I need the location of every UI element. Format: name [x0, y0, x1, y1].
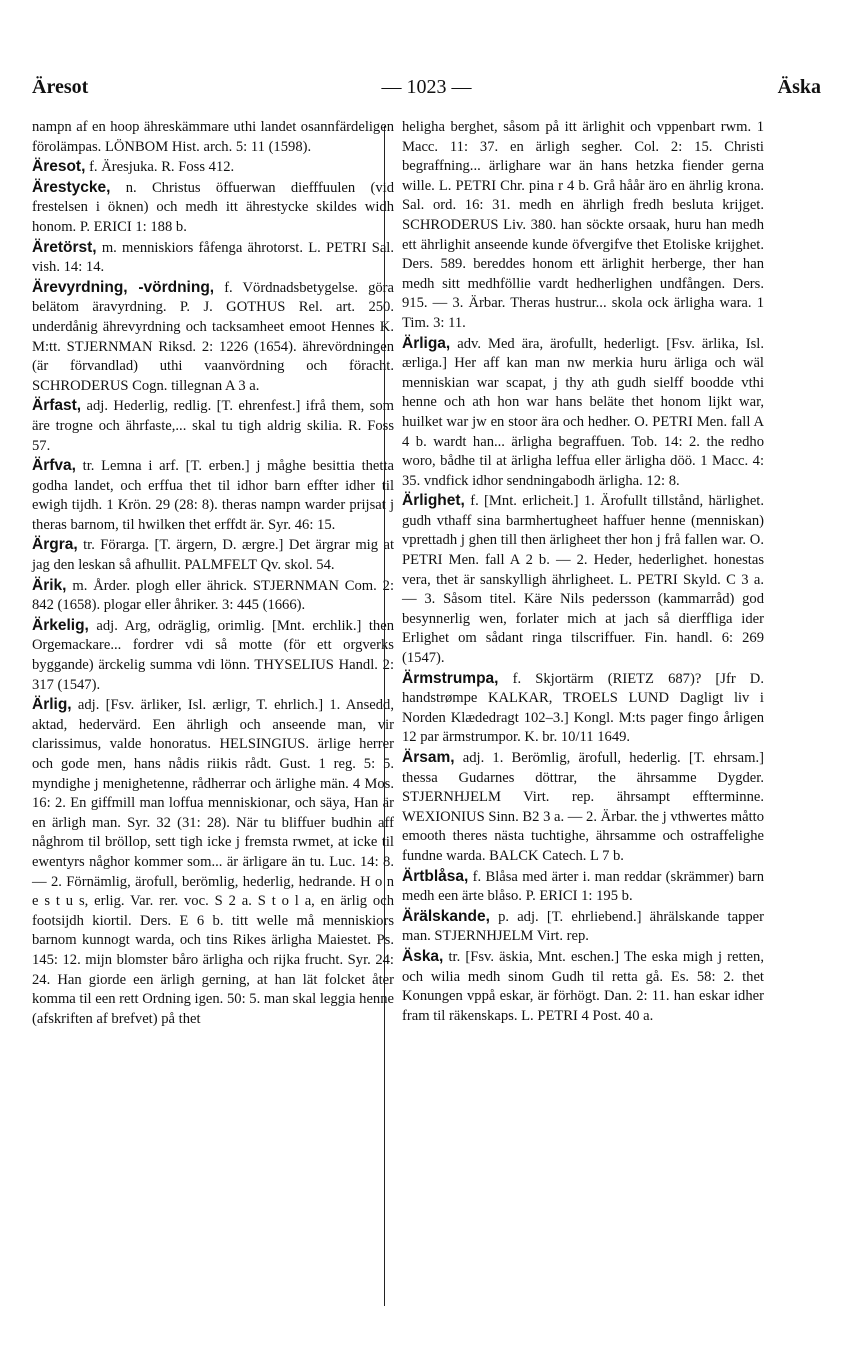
entry-text: heligha berghet, såsom på itt ärlighit och vppenbart rwm. 1 Macc. 11: 37. en ärligh segher. Col. 2: 15. Christi begraffning... ärlighare war än hans hetzka fiender gerna wille. L. PETRI Chr. pina r 4 b. Grå håår äro en ährlig krona. Sal. ord. 16: 31. medh en ährligh fredh besluta krijget. SCHRODERUS Liv. 380. han söckte orsaak, huru han medh ett ährlighit anseende kunde öfvergifve thet Etoliske krijghet. Ders. 589. bereddes honom ett ärlighit herberge, ther han medh sitt medhföllie vardt hedherlighen undfången. Ders. 915. — 3. Ärbar. Theras hustrur... skola ock ärligha wara. 1 Tim. 3: 11.	[402, 119, 764, 331]
headword: Ärliga,	[402, 334, 451, 352]
entry	[402, 334, 764, 492]
entry-text: f. Vördnadsbetygelse. göra belätom äravyrdning. P. J. GOTHUS Rel. art. 250. underdånig ährevyrdning och tacksamheet emoot Hennes K. M:tt. STJERNMAN Riksd. 2: 1226 (1654). ährevördningen (är förvandlad) uthi vaanvördning och föracht. SCHRODERUS Cogn. tillegnan A 3 a.	[32, 279, 394, 394]
entry-text: m. Årder. plogh eller ährick. STJERNMAN Com. 2: 842 (1658). plogar eller åhriker. 3: 445 (1666).	[32, 577, 394, 614]
entry	[32, 456, 394, 535]
entry	[402, 947, 764, 1026]
entry-text: m. menniskiors fåfenga ährotorst. L. PETRI Sal. vish. 14: 14.	[32, 239, 394, 276]
entry-text: f. [Mnt. erlicheit.] 1. Ärofullt tillstånd, härlighet. gudh vthaff sina barmhertugheet haffuer henne (menniskan) vprettadh j ghen till then ärligheet ther hon j frå fallen war. O. PETRI Men. fall A 2 b. — 2. Heder, hederlighet. honestas vera, thet är sanskylligh ährligheet. L. PETRI Skyld. C 3 a. — 3. Såsom titel. Käre Nils pedersson (kammarråd) god besynnerlig wen, forlater mich at jach så dierffliga ider Erlighet om sådant ringa tilscriffuer. Fin. handl. 6: 269 (1547).	[402, 493, 765, 667]
entry-text: f. Skjortärm (RIETZ 687)? [Jfr D. handstrømpe KALKAR, TROELS LUND Dagligt liv i Norden Klædedragt 102–3.] Kongl. M:ts pager fingo årligen 12 par ärmstrumpor. K. br. 10/11 1649.	[402, 670, 764, 746]
entry-text: n. Christus öffuerwan diefffuulen (vid frestelsen i öknen) och medh itt ährestycke skildes widh honom. P. ERICI 1: 188 b.	[32, 179, 394, 235]
entry	[32, 278, 394, 397]
entry	[32, 695, 394, 1029]
entry	[32, 535, 394, 575]
entry	[32, 178, 394, 238]
headword: Ärmstrumpa,	[402, 669, 499, 687]
headword: Ärälskande,	[402, 907, 490, 925]
headword: Äretörst,	[32, 238, 97, 256]
entry	[32, 118, 394, 157]
entry-text: f. Blåsa med ärter i. man reddar (skrämmer) barn medh een ärte blåso. P. ERICI 1: 195 b.	[402, 868, 764, 905]
entry-text: adj. Arg, odräglig, orimlig. [Mnt. erchlik.] then Orgemackare... fordrer vdi så motte (för ett orgverks byggande) ärckelig summa vdi lönn. THYSELIUS Handl. 2: 317 (1547).	[32, 617, 394, 693]
headword: Ärgra,	[32, 536, 78, 554]
entry	[32, 238, 394, 278]
header-right-guideword: Äska	[777, 76, 821, 98]
headword: Ärfast,	[32, 397, 82, 415]
entry	[402, 491, 764, 668]
entry-text: p. adj. [T. ehrliebend.] ährälskande tapper man. STJERNHJELM Virt. rep.	[402, 908, 764, 945]
headword: Äska,	[402, 947, 444, 965]
page-number: — 1023 —	[381, 76, 472, 98]
entry-text: tr. Lemna i arf. [T. erben.] j måghe besittia thetta godha landet, och erffua thet til idhor barn effter idher til ewigh tijdh. 1 Krön. 29 (28: 8). theras nampn warder prijsat j theras barnom, til hwilken thet erffdt är. Syr. 46: 15.	[32, 458, 394, 533]
entry-text: adj. 1. Berömlig, ärofull, hederlig. [T. ehrsam.] thessa Gudarnes döttrar, the ährsamme Dygder. STJERNHJELM Virt. rep. ährsampt effterminne. WEXIONIUS Sinn. B2 3 a. — 2. Ärbar. the j vthwertes måtto emooth theres nästa tuchtighe, ährsamme och ostraffelighe fundne warda. BALCK Catech. L 7 b.	[402, 750, 764, 864]
headword: Ärik,	[32, 576, 67, 594]
entry	[32, 576, 394, 616]
entry	[402, 748, 764, 867]
entry-text: adj. Hederlig, redlig. [T. ehrenfest.] ifrå them, som äre trogne och ährfaste,... skal tu tigh aldrig skilia. R. Foss 57.	[32, 398, 394, 454]
entry-text: adv. Med ära, ärofullt, hederligt. [Fsv. ärlika, Isl. ærliga.] Her aff kan man nw merkia huru ärliga och wäl menniskian war scapat, j thy ath gudh sielff boodde vthi henne och ath hon war hans beläte thet honom lijkt war, huilket war jw en stoor ära och hedher. O. PETRI Men. fall A 4 b. wardt han... ärligha begraffuen. Tob. 14: 2. the redho woro, bådhe til at ärligha leffua eller ärligha döö. 1 Macc. 4: 35. vndfick idhor sendningabodh ärligha. 12: 8.	[402, 335, 764, 489]
entry	[402, 907, 764, 947]
entry	[402, 118, 764, 334]
headword: Ärtblåsa,	[402, 867, 469, 885]
entry-text: f. Äresjuka. R. Foss 412.	[89, 159, 235, 176]
entry-text: nampn af en hoop ähreskämmare uthi landet osannfärdeligen förolämpas. LÖNBOM Hist. arch. 5: 11 (1598).	[32, 119, 394, 155]
entry	[402, 867, 764, 907]
entry	[32, 616, 394, 695]
page-header	[32, 76, 821, 102]
entry-text: tr. Förarga. [T. ärgern, D. ærgre.] Det ärgrar mig at jag den leskan så afhullit. PALMFELT Qv. skol. 54.	[32, 537, 394, 574]
entry	[32, 157, 394, 178]
headword: Ärfva,	[32, 457, 76, 475]
entry	[32, 396, 394, 456]
entry	[402, 669, 764, 748]
headword: Ärlig,	[32, 696, 72, 714]
left-column	[32, 118, 394, 1029]
headword: Ärlighet,	[402, 492, 465, 510]
headword: Ärevyrdning, -vördning,	[32, 278, 215, 296]
right-column	[402, 118, 764, 1026]
header-left-guideword: Äresot	[32, 76, 89, 98]
headword: Ärsam,	[402, 749, 455, 766]
entry-text: adj. [Fsv. ärliker, Isl. ærligr, T. ehrlich.] 1. Ansedd, aktad, hedervärd. Een ährligh och anseende man, vir clarissimus, valde honoratus. HELSINGIUS. ärlige herrer och gode men, hans nådis riikis rådt. Gust. 1 reg. 5: 5. myndighe j menighetenne, rådherrar och ärlighe män. 4 Mos. 16: 2. En giffmill man loffua menniskionar, och säya, Han är en ärligh man. Syr. 32 (31: 28). När tu bliffuer budhin aff någhrom til bröllop, sett tigh icke j fremsta rwmet, at icke til ewentyrs någhor kommer som... är ärligare än tu. Luc. 14: 8. — 2. Förnämlig, ärofull, berömlig, hederlig, hedrande. H o n e s t u s, erlig. Var. rer. voc. S 2 a. S t o l a, en ärlig och footsijdh kiortil. Ders. E 6 b. titt welle må menniskiors barnom kunnogt warda, och tins Rikes ärligha Maiestet. Ps. 145: 12. mijn blomster båro ärligha och rijka frucht. Syr. 24: 24. Han giorde een ärligh gerning, at han lät folcket åter komma til een rett Ordning igen. 50: 5. man skal leggia henne (afskriften af brefvet) på thet	[32, 697, 394, 1027]
headword: Ärkelig,	[32, 616, 89, 634]
headword: Äresot,	[32, 158, 86, 176]
entry-text: tr. [Fsv. äskia, Mnt. eschen.] The eska migh j retten, och wilia medh sinom Gudh til retta gå. Es. 58: 2. thet Konungen vppå eskar, är förhögt. Dan. 2: 11. han eskar idher fram til räkenskaps. L. PETRI 4 Post. 40 a.	[402, 948, 764, 1024]
headword: Ärestycke,	[32, 178, 111, 196]
